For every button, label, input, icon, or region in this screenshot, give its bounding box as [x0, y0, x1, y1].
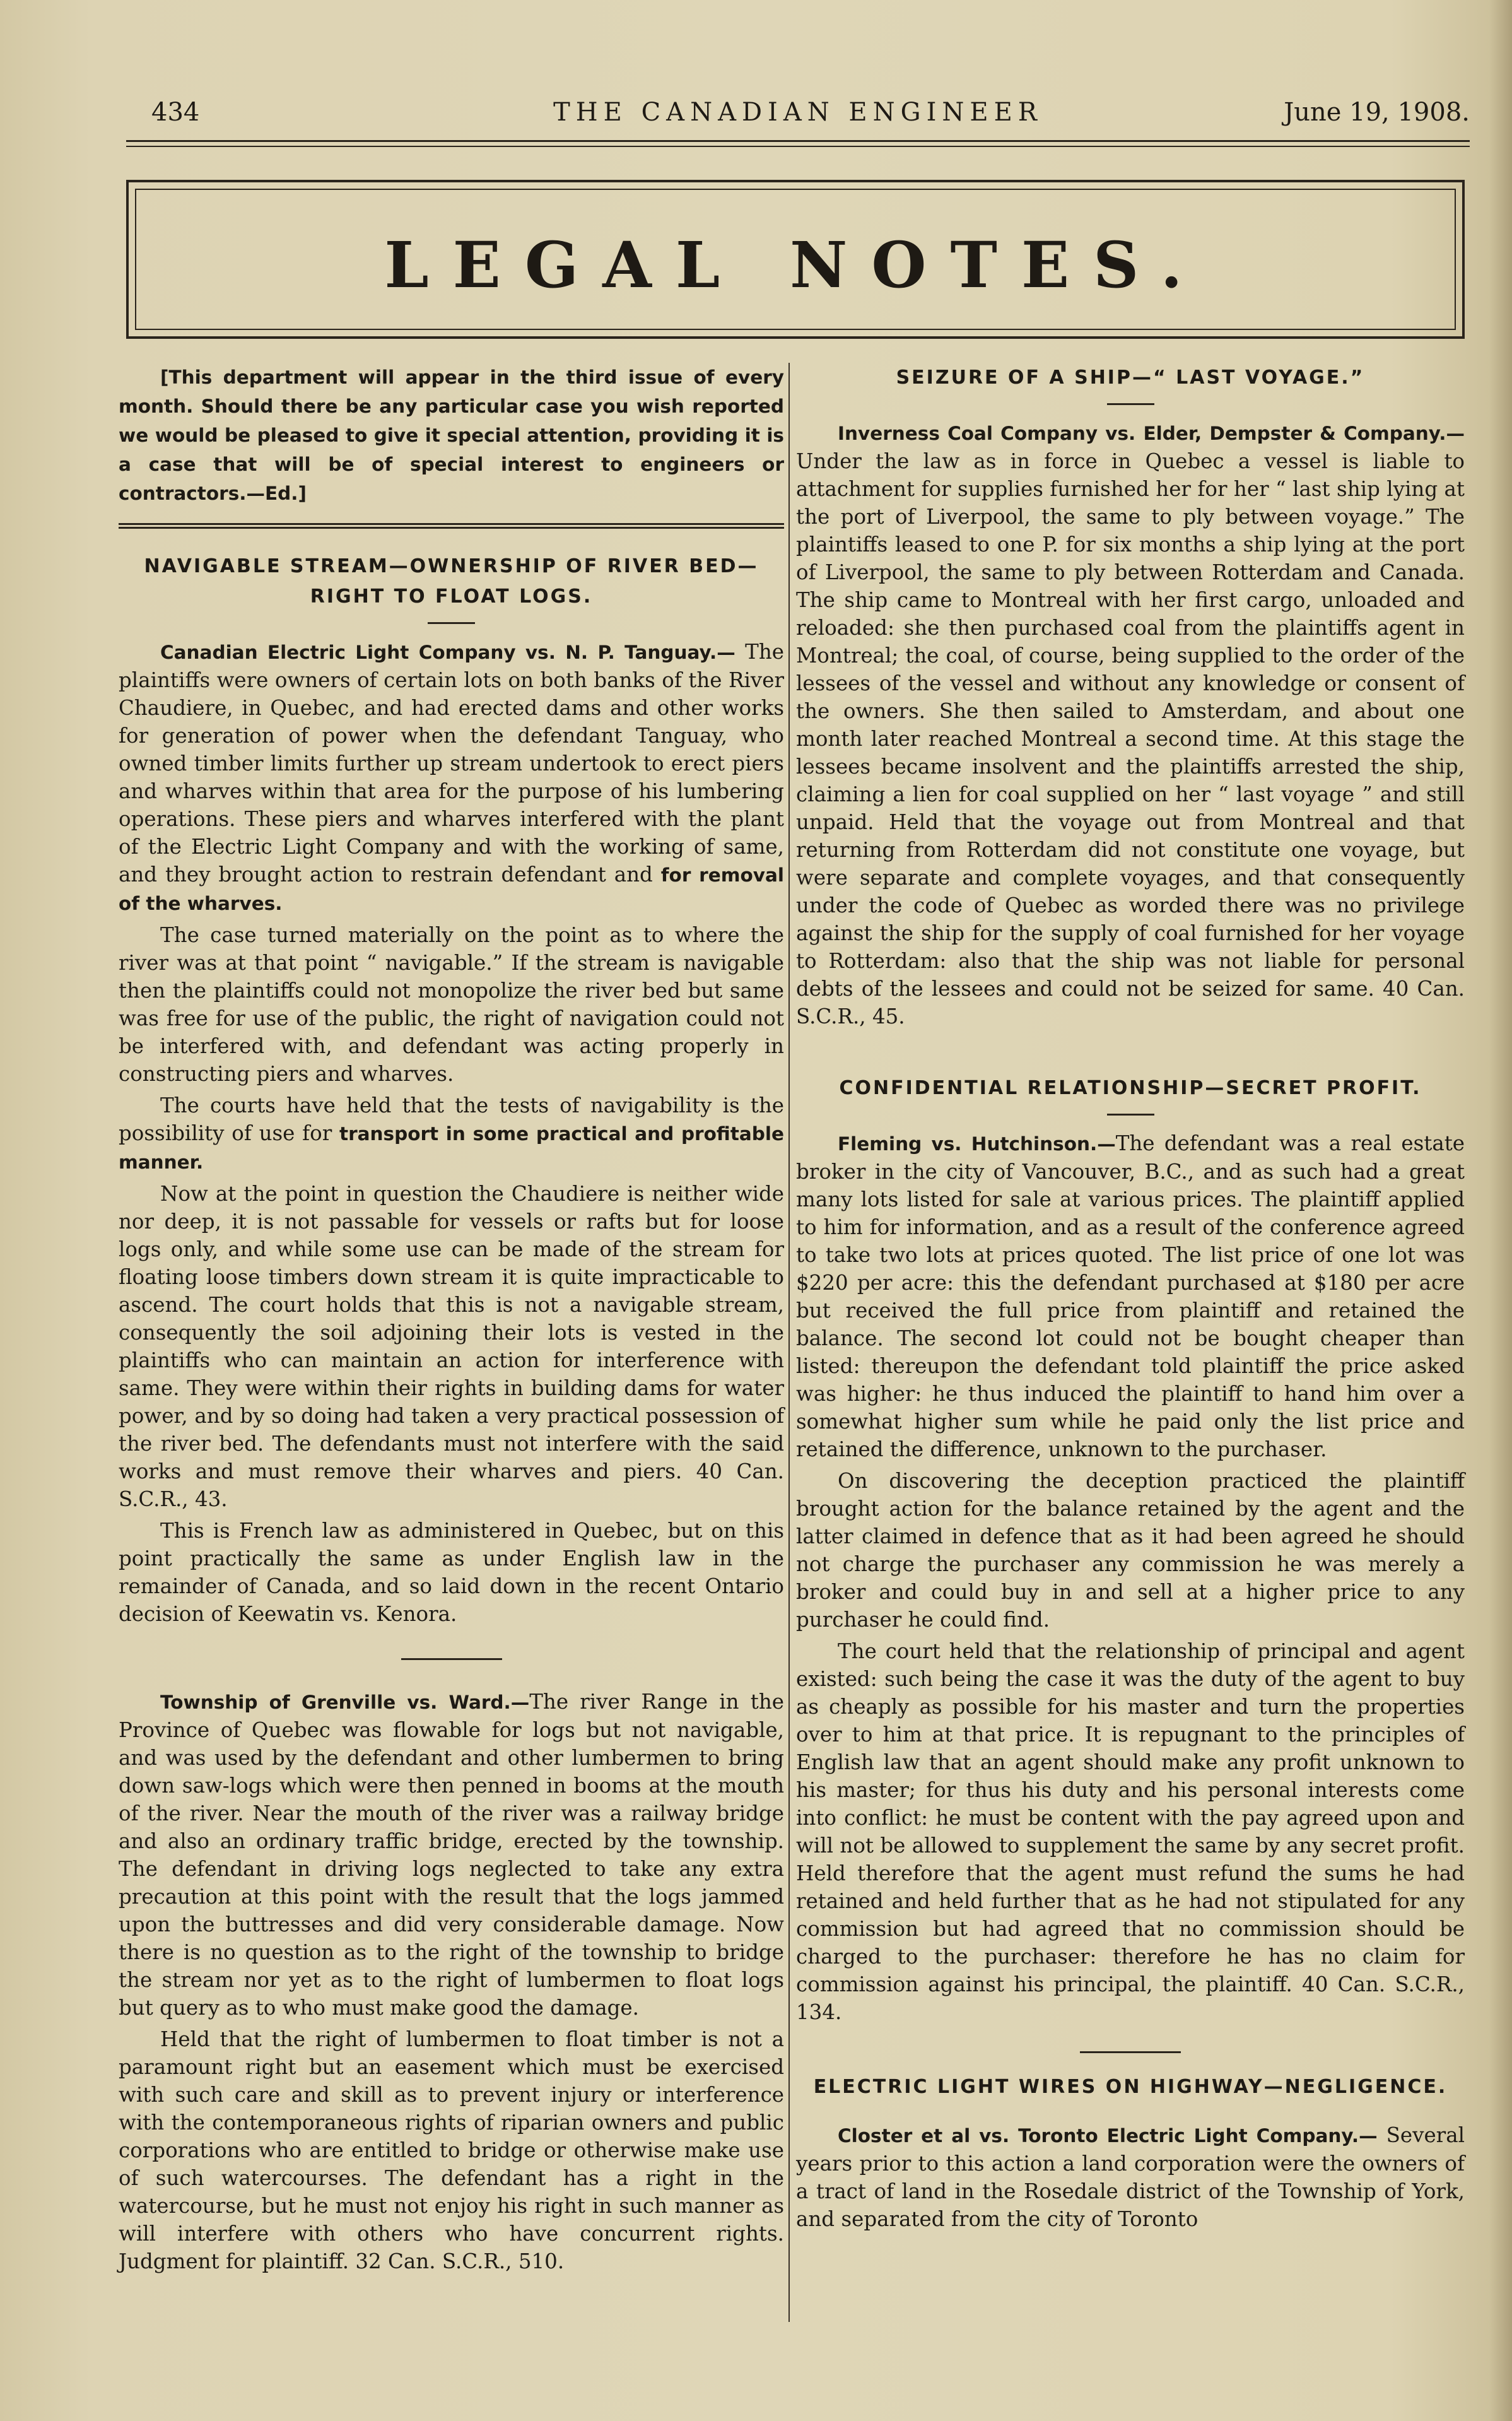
- spacer: [796, 1034, 1465, 1067]
- right-column: [796, 363, 1465, 2237]
- paragraph: Held that the right of lumbermen to float timber is not a paramount right but an easement which must be exercised with such care and skill as to prevent injury or interference with the contemporaneous rights of riparian owners and public corporations who are entitled to bridge or otherwise make use of such watercourses. The defendant has a right in the watercourse, but he must not enjoy his right in such manner as will interfere with others who have concurrent rights. Judgment for plaintiff. 32 Can. S.C.R., 510.: [119, 2027, 784, 2273]
- case-title: Fleming vs. Hutchinson.—: [838, 1133, 1116, 1155]
- paragraph: [796, 1129, 1465, 1463]
- paragraph: The court held that the relationship of principal and agent existed: such being the case it was the duty of the agent to buy as cheaply as possible for his master and turn the properties over to him at that price. It is repugnant to the principles of English law that an agent should make any profit unknown to his master; for thus his duty and his personal interests come into conflict: he must be content with the pay agreed upon and will not be allowed to supplement the same by any secret profit. Held therefore that the agent must refund the sums he had retained and held further that as he had not stipulated for any commission but had agreed that no commission should be charged to the purchaser: therefore he has no claim for commission against his principal, the plaintiff. 40 Can. S.C.R., 134.: [796, 1639, 1465, 2024]
- case-title: Township of Grenville vs. Ward.—: [160, 1692, 530, 1713]
- magazine-title: THE CANADIAN ENGINEER: [553, 98, 1043, 127]
- paragraph: The case turned materially on the point as to where the river was at that point “ navigable.” If the stream is navigable then the plaintiffs could not monopolize the river bed but same was free for use of the public, the right of navigation could not be interfered with, and defendant was acting properly in constructing piers and wharves.: [119, 923, 784, 1086]
- column-divider: [788, 363, 790, 2322]
- paragraph: [796, 2121, 1465, 2233]
- section-heading-navigable: NAVIGABLE STREAM—OWNERSHIP OF RIVER BED—RIGHT TO FLOAT LOGS.: [144, 555, 759, 608]
- section-rule: [119, 523, 784, 525]
- header-rule-bottom: [126, 146, 1470, 147]
- paragraph-bold: transport in some practical and profitable manner.: [119, 1123, 784, 1173]
- title-box: [126, 180, 1465, 339]
- paragraph: On discovering the deception practiced the plaintiff brought action for the balance retained by the agent and the latter claimed in defence that as it had been agreed he should not charge the purchaser any commission he was merely a broker and could buy in and sell at a higher price to any purchaser he could find.: [796, 1469, 1465, 1632]
- paragraph: This is French law as administered in Quebec, but on this point practically the same as under English law in the remainder of Canada, and so laid down in the recent Ontario decision of Keewatin vs. Kenora.: [119, 1519, 784, 1626]
- section-heading-confidential: CONFIDENTIAL RELATIONSHIP—SECRET PROFIT.: [839, 1077, 1422, 1099]
- section-heading-electric: ELECTRIC LIGHT WIRES ON HIGHWAY—NEGLIGENCE.: [813, 2076, 1448, 2098]
- paragraph-text: Several years prior to this action a land corporation were the owners of a tract of land in the Rosedale district of the Township of York, and separated from the city of Toronto: [796, 2123, 1465, 2231]
- section-heading-seizure: SEIZURE OF A SHIP—“ LAST VOYAGE.”: [896, 367, 1365, 389]
- paragraph: [119, 1092, 784, 1176]
- paragraph-bold: for removal of the wharves.: [119, 864, 784, 914]
- paragraph: [796, 419, 1465, 1030]
- short-rule: [428, 622, 475, 624]
- case-title: Closter et al vs. Toronto Electric Light Company.—: [838, 2125, 1378, 2147]
- running-header: [126, 98, 1470, 136]
- paragraph: [119, 638, 784, 917]
- paragraph: Now at the point in question the Chaudiere is neither wide nor deep, it is not passable for vessels or rafts but for loose logs only, and while some use can be made of the stream for floating loose timbers down stream it is quite impracticable to ascend. The court holds that this is not a navigable stream, consequently the soil adjoining their lots is vested in the plaintiffs who can maintain an action for interference with same. They were within their rights in building dams for water power, and by so doing had taken a very practical possession of the river bed. The defendants must not interfere with the said works and must remove their wharves and piers. 40 Can. S.C.R., 43.: [119, 1182, 784, 1511]
- issue-date: June 19, 1908.: [1284, 98, 1470, 127]
- header-rule-top: [126, 140, 1470, 142]
- spacer: [796, 2102, 1465, 2121]
- paragraph-text: The courts have held that the tests of navigability is the possibility of use for: [119, 1093, 784, 1145]
- editor-note: [This department will appear in the third issue of every month. Should there be any particular case you wish reported we would be pleased to give it special attention, providing it is a case that will be of special interest to engineers or contractors.—Ed.]: [119, 367, 784, 504]
- case-title: Inverness Coal Company vs. Elder, Dempster & Company.—: [838, 423, 1465, 444]
- paragraph-text: The plaintiffs were owners of certain lots on both banks of the River Chaudiere, in Quebec, and had erected dams and other works for generation of power when the defendant Tanguay, who owned timber limits further up stream undertook to erect piers and wharves within that area for the purpose of his lumbering operations. These piers and wharves interfered with the plant of the Electric Light Company and with the working of same, and they brought action to restrain defendant and: [119, 640, 784, 887]
- case-title: Canadian Electric Light Company vs. N. P. Tanguay.—: [160, 642, 735, 663]
- paragraph: [119, 1688, 784, 2022]
- section-rule: [119, 527, 784, 529]
- page-title: LEGAL NOTES.: [384, 228, 1207, 302]
- short-rule: [1107, 403, 1154, 405]
- paragraph-text: The defendant was a real estate broker in the city of Vancouver, B.C., and as such had a great many lots listed for sale at various prices. The plaintiff applied to him for information, and as a result of the conference agreed to take two lots at prices quoted. The list price of one lot was $220 per acre: this the defendant purchased at $180 per acre but received the full price from plaintiff and retained the balance. The second lot could not be bought cheaper than listed: thereupon the defendant told plaintiff the price asked was higher: he thus induced the plaintiff to hand him over a somewhat higher sum while he paid only the list price and retained the difference, unknown to the purchaser.: [796, 1131, 1465, 1461]
- case-separator-rule: [1080, 2051, 1181, 2053]
- left-column: [119, 363, 784, 2279]
- paragraph-text: Under the law as in force in Quebec a vessel is liable to attachment for supplies furnished her for her “ last ship lying at the port of Liverpool, the same to ply between voyage.” The plaintiffs leased to one P. for six months a ship lying at the port of Liverpool, the same to ply between Rotterdam and Canada. The ship came to Montreal with her first cargo, unloaded and reloaded: she then purchased coal from the plaintiffs agent in Montreal; the coal, of course, being supplied to the order of the lessees of the vessel and without any knowledge or consent of the owners. She then sailed to Amsterdam, and about one month later reached Montreal a second time. At this stage the lessees became insolvent and the plaintiffs arrested the ship, claiming a lien for coal supplied on her “ last voyage ” and still unpaid. Held that the voyage out from Montreal and that returning from Rotterdam did not constitute one voyage, but were separate and complete voyages, and that consequently under the code of Quebec as worded there was no privilege against the ship for the supply of coal furnished for her voyage to Rotterdam: also that the ship was not liable for personal debts of the lessees and could not be seized for same. 40 Can. S.C.R., 45.: [796, 449, 1465, 1028]
- short-rule: [1107, 1114, 1154, 1116]
- page-edge-shadow: [1489, 0, 1512, 2421]
- page-number: 434: [151, 98, 200, 127]
- case-separator-rule: [401, 1658, 502, 1660]
- paragraph-text: The river Range in the Province of Quebec was flowable for logs but not navigable, and was used by the defendant and other lumbermen to bring down saw-logs which were then penned in booms at the mouth of the river. Near the mouth of the river was a railway bridge and also an ordinary traffic bridge, erected by the township. The defendant in driving logs neglected to take any extra precaution at this point with the result that the logs jammed upon the buttresses and did very considerable damage. Now there is no question as to the right of the township to bridge the stream nor yet as to the right of lumbermen to float logs but query as to who must make good the damage.: [119, 1690, 784, 2020]
